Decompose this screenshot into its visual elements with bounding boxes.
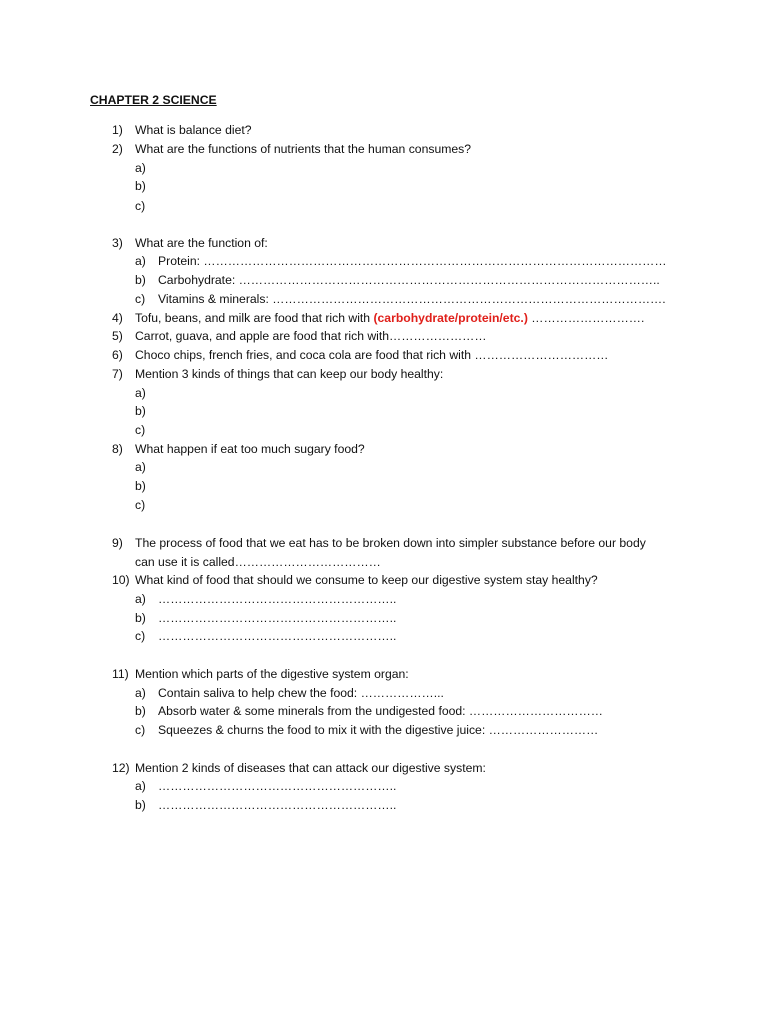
option-letter: b): [135, 798, 146, 812]
question-number: 1): [112, 123, 123, 137]
question-number: 12): [112, 761, 130, 775]
question-number: 7): [112, 367, 123, 381]
option-text: …………………………………………………..: [158, 611, 397, 625]
question-8: [0, 440, 768, 458]
option-text: Contain saliva to help chew the food: ………………...: [158, 686, 444, 700]
option-a: [0, 684, 768, 702]
option-text: Absorb water & some minerals from the undigested food: ……………………………: [158, 704, 603, 718]
option-letter: c): [135, 723, 146, 737]
question-text-after: ……………………….: [527, 311, 645, 325]
option-text: Squeezes & churns the food to mix it with the digestive juice: ………………………: [158, 723, 599, 737]
question-text: What are the function of:: [135, 236, 268, 250]
option-letter: a): [135, 460, 146, 474]
question-number: 4): [112, 311, 123, 325]
question-11: [0, 665, 768, 683]
option-letter: c): [135, 423, 146, 437]
question-number: 8): [112, 442, 123, 456]
question-text: What is balance diet?: [135, 123, 252, 137]
option-text: Protein: ……………………………………………………………………………………………………: [158, 254, 667, 268]
question-text: What are the functions of nutrients that the human consumes?: [135, 142, 472, 156]
page-title: CHAPTER 2 SCIENCE: [90, 93, 217, 107]
question-7: [0, 365, 768, 383]
option-text: Carbohydrate: …………………………………………………………………………………………..: [158, 273, 660, 287]
option-b: [0, 796, 768, 814]
question-number: 3): [112, 236, 123, 250]
option-letter: c): [135, 629, 146, 643]
question-text: What kind of food that should we consume to keep our digestive system stay healthy?: [135, 573, 598, 587]
option-b: [0, 609, 768, 627]
option-c: [0, 627, 768, 645]
option-letter: b): [135, 273, 146, 287]
question-3: [0, 234, 768, 252]
option-letter: c): [135, 292, 146, 306]
option-letter: b): [135, 611, 146, 625]
option-b: [0, 271, 768, 289]
question-2: [0, 140, 768, 158]
question-text: The process of food that we eat has to be broken down into simpler substance before our body: [135, 536, 646, 550]
question-9-continued: [0, 553, 768, 571]
question-number: 6): [112, 348, 123, 362]
option-letter: a): [135, 779, 146, 793]
question-text-before: Tofu, beans, and milk are food that rich with: [135, 311, 374, 325]
option-text: …………………………………………………..: [158, 798, 397, 812]
question-text: Mention 3 kinds of things that can keep our body healthy:: [135, 367, 444, 381]
option-letter: b): [135, 704, 146, 718]
option-letter: c): [135, 199, 146, 213]
option-c: [0, 721, 768, 739]
option-text: Vitamins & minerals: …………………………………………………………………………………….: [158, 292, 666, 306]
question-text: Carrot, guava, and apple are food that rich with……………………: [135, 329, 487, 343]
option-a: [0, 252, 768, 270]
option-letter: a): [135, 161, 146, 175]
question-number: 9): [112, 536, 123, 550]
option-c: [0, 290, 768, 308]
question-6: [0, 346, 768, 364]
option-text: …………………………………………………..: [158, 629, 397, 643]
option-letter: a): [135, 254, 146, 268]
option-letter: a): [135, 686, 146, 700]
question-number: 10): [112, 573, 130, 587]
question-4: [0, 309, 768, 327]
option-letter: a): [135, 592, 146, 606]
question-text: can use it is called………………………………: [135, 555, 381, 569]
option-letter: a): [135, 386, 146, 400]
question-5: [0, 327, 768, 345]
option-letter: b): [135, 179, 146, 193]
option-a: [0, 590, 768, 608]
question-number: 5): [112, 329, 123, 343]
question-text: Mention which parts of the digestive system organ:: [135, 667, 409, 681]
question-number: 2): [112, 142, 123, 156]
question-text: Choco chips, french fries, and coca cola are food that rich with ……………………………: [135, 348, 609, 362]
question-10: [0, 571, 768, 589]
highlight-answer-hint: (carbohydrate/protein/etc.): [373, 311, 528, 325]
option-text: …………………………………………………..: [158, 592, 397, 606]
option-letter: b): [135, 479, 146, 493]
question-number: 11): [112, 667, 129, 681]
option-a: [0, 777, 768, 795]
option-letter: b): [135, 404, 146, 418]
question-12: [0, 759, 768, 777]
option-letter: c): [135, 498, 146, 512]
question-9: [0, 534, 768, 552]
question-text: [135, 309, 644, 327]
question-1: [0, 121, 768, 139]
option-b: [0, 702, 768, 720]
option-text: …………………………………………………..: [158, 779, 397, 793]
question-text: What happen if eat too much sugary food?: [135, 442, 365, 456]
question-text: Mention 2 kinds of diseases that can attack our digestive system:: [135, 761, 486, 775]
